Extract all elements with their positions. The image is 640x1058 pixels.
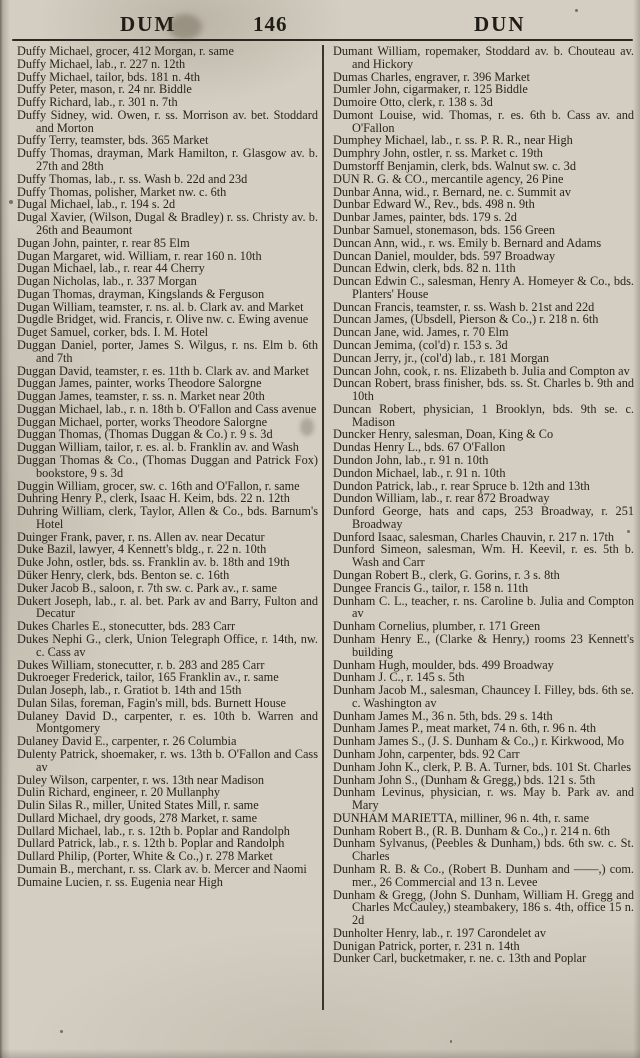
directory-entry: Dumont Louise, wid. Thomas, r. es. 6th b. Cass av. and O'Fallon xyxy=(333,107,634,135)
directory-entry: Duggan Thomas & Co., (Thomas Duggan and Patrick Fox) bookstore, 9 s. 3d xyxy=(17,453,318,480)
directory-entry: DUNHAM MARIETTA, milliner, 96 n. 4th, r. same xyxy=(333,810,590,825)
directory-entry: Dunbar Samuel, stonemason, bds. 156 Green xyxy=(333,222,555,237)
directory-entry: Duggan Michael, lab., r. n. 18th b. O'Fallon and Cass avenue xyxy=(17,401,317,416)
directory-entry: Duget Samuel, corker, bds. I. M. Hotel xyxy=(17,325,209,340)
directory-entry: Duffy Michael, grocer, 412 Morgan, r. same xyxy=(17,44,234,58)
directory-entry: Dunham Robert B., (R. B. Dunham & Co.,) r. 214 n. 6th xyxy=(333,823,611,838)
directory-entry: Duggan Michael, porter, works Theodore Salorgne xyxy=(17,414,268,429)
directory-entry: Dumaine Lucien, r. ss. Eugenia near High xyxy=(17,874,223,889)
directory-entry: Duhring Henry P., clerk, Isaac H. Keim, bds. 22 n. 12th xyxy=(17,491,290,506)
directory-entry: Dundon John, lab., r. 91 n. 10th xyxy=(333,453,489,467)
directory-entry: Dullard Michael, dry goods, 278 Market, r. same xyxy=(17,810,258,825)
paper-speck xyxy=(575,9,578,12)
directory-entry: Dunham & Gregg, (John S. Dunham, William H. Gregg and Charles McCauley,) steambakery, 186 s. 4th, office 15 n. 2d xyxy=(333,887,634,928)
directory-entry: Dunham R. B. & Co., (Robert B. Dunham and ——,) com. mer., 26 Commercial and 13 n. Levee xyxy=(333,862,634,889)
directory-entry: Duncan James, (Ubsdell, Pierson & Co.,) r. 218 n. 6th xyxy=(333,312,599,327)
directory-entry: Dunford Isaac, salesman, Charles Chauvin, r. 217 n. 17th xyxy=(333,529,615,544)
column-divider-rule xyxy=(322,45,324,1010)
directory-entry: Dukes Nephi G., clerk, Union Telegraph Office, r. 14th, nw. c. Cass av xyxy=(17,631,318,659)
directory-entry: Dunigan Patrick, porter, r. 231 n. 14th xyxy=(333,938,520,953)
directory-entry: Dungee Francis G., tailor, r. 158 n. 11th xyxy=(333,580,529,595)
directory-entry: Duncan Edwin C., salesman, Henry A. Homeyer & Co., bds. Planters' House xyxy=(333,274,634,301)
directory-entry: Dundas Henry L., bds. 67 O'Fallon xyxy=(333,440,506,455)
directory-entry: Dunham Levinus, physician, r. ws. May b. Park av. and Mary xyxy=(333,785,634,813)
directory-entry: Duncan Jemima, (col'd) r. 153 s. 3d xyxy=(333,337,508,352)
directory-entry: Duggan James, painter, works Theodore Salorgne xyxy=(17,376,262,391)
directory-entry: Dunbar Edward W., Rev., bds. 498 n. 9th xyxy=(333,197,535,212)
directory-entry: Duker Jacob B., saloon, r. 7th sw. c. Park av., r. same xyxy=(17,580,278,595)
header-right-guideword: DUN xyxy=(474,12,526,36)
directory-entry: Duggan William, tailor, r. es. al. b. Franklin av. and Wash xyxy=(17,440,299,455)
directory-entry: Dulaney David D., carpenter, r. es. 10th b. Warren and Montgomery xyxy=(17,708,318,736)
paper-speck xyxy=(450,1040,452,1043)
directory-entry: Dumstorff Benjamin, clerk, bds. Walnut sw. c. 3d xyxy=(333,159,576,174)
directory-entry: Dullard Michael, lab., r. s. 12th b. Poplar and Randolph xyxy=(17,823,290,838)
directory-entry: Duffy Richard, lab., r. 301 n. 7th xyxy=(17,95,178,110)
directory-entry: Duncan Robert, brass finisher, bds. ss. St. Charles b. 9th and 10th xyxy=(333,376,634,404)
directory-entry: Dugal Xavier, (Wilson, Dugal & Bradley) r. ss. Christy av. b. 26th and Beaumont xyxy=(17,210,318,237)
directory-entry: Dumler John, cigarmaker, r. 125 Biddle xyxy=(333,82,528,97)
directory-entry: Dunham Jacob M., salesman, Chauncey I. Filley, bds. 6th se. c. Washington av xyxy=(333,683,634,710)
directory-entry: Duncan Robert, physician, 1 Brooklyn, bds. 9th se. c. Madison xyxy=(333,401,634,429)
directory-entry: Duncan Francis, teamster, r. ss. Wash b. 21st and 22d xyxy=(333,299,595,314)
directory-entry: Dumas Charles, engraver, r. 396 Market xyxy=(333,69,530,84)
directory-entry: Duffy Thomas, lab., r. ss. Wash b. 22d and 23d xyxy=(17,171,248,186)
directory-column-left xyxy=(17,45,318,889)
directory-entry: Duffy Michael, lab., r. 227 n. 12th xyxy=(17,56,186,71)
directory-entry: Dugan William, teamster, r. ns. al. b. Clark av. and Market xyxy=(17,299,304,314)
directory-entry: Dunham Cornelius, plumber, r. 171 Green xyxy=(333,619,541,634)
directory-entry: Duke Bazil, lawyer, 4 Kennett's bldg., r. 22 n. 10th xyxy=(17,542,267,557)
directory-entry: Duncan Ann, wid., r. ws. Emily b. Bernard and Adams xyxy=(333,235,602,250)
directory-entry: Duncan John, cook, r. ns. Elizabeth b. Julia and Compton av xyxy=(333,363,630,378)
directory-entry: Dumoire Otto, clerk, r. 138 s. 3d xyxy=(333,95,493,110)
directory-entry: Dumain B., merchant, r. ss. Clark av. b. Mercer and Naomi xyxy=(17,862,307,876)
directory-entry: Dundon William, lab., r. rear 872 Broadway xyxy=(333,491,550,506)
directory-entry: Dullard Patrick, lab., r. s. 12th b. Poplar and Randolph xyxy=(17,836,285,851)
directory-entry: Dugdle Bridget, wid. Francis, r. Olive nw. c. Ewing avenue xyxy=(17,312,309,327)
directory-entry: Duggan James, teamster, r. ss. n. Market near 20th xyxy=(17,389,265,404)
directory-entry: Duggan David, teamster, r. es. 11th b. Clark av. and Market xyxy=(17,363,309,378)
directory-entry: Duggan Daniel, porter, James S. Wilgus, r. ns. Elm b. 6th and 7th xyxy=(17,337,318,365)
directory-entry: Duinger Frank, paver, r. ns. Allen av. near Decatur xyxy=(17,529,265,544)
directory-entry: Dugan Thomas, drayman, Kingslands & Ferguson xyxy=(17,286,265,301)
directory-entry: Dulan Silas, foreman, Fagin's mill, bds. Burnett House xyxy=(17,695,286,710)
directory-entry: Duke John, ostler, bds. ss. Franklin av. b. 18th and 19th xyxy=(17,555,290,570)
directory-entry: Dumphey Michael, lab., r. ss. P. R. R., near High xyxy=(333,133,573,148)
directory-entry: Duffy Thomas, polisher, Market nw. c. 6th xyxy=(17,184,227,199)
directory-entry: Düker Henry, clerk, bds. Benton se. c. 16th xyxy=(17,568,230,583)
directory-entry: Dulin Silas R., miller, United States Mill, r. same xyxy=(17,798,259,813)
directory-entry: Dulin Richard, engineer, r. 20 Mullanphy xyxy=(17,785,221,800)
directory-entry: Duffy Sidney, wid. Owen, r. ss. Morrison av. bet. Stoddard and Morton xyxy=(17,107,318,135)
directory-entry: Dumant William, ropemaker, Stoddard av. b. Chouteau av. and Hickory xyxy=(333,44,634,71)
directory-entry: Dunford George, hats and caps, 253 Broadway, r. 251 Broadway xyxy=(333,504,634,531)
directory-entry: Dukert Joseph, lab., r. al. bet. Park av and Barry, Fulton and Decatur xyxy=(17,593,318,621)
directory-entry: DUN R. G. & CO., mercantile agency, 26 Pine xyxy=(333,171,564,186)
header-left-guideword: DUM xyxy=(120,12,177,36)
directory-entry: Dunham Sylvanus, (Peebles & Dunham,) bds. 6th sw. c. St. Charles xyxy=(333,836,634,864)
directory-entry: Dunbar Anna, wid., r. Bernard, ne. c. Summit av xyxy=(333,184,572,199)
directory-entry: Dullard Philip, (Porter, White & Co.,) r. 278 Market xyxy=(17,849,273,864)
directory-entry: Dugal Michael, lab., r. 194 s. 2d xyxy=(17,197,176,212)
directory-entry: Dugan Margaret, wid. William, r. rear 160 n. 10th xyxy=(17,248,262,263)
paper-speck xyxy=(60,1030,63,1033)
directory-entry: Dunholter Henry, lab., r. 197 Carondelet av xyxy=(333,925,546,940)
directory-entry: Dunham John, carpenter, bds. 92 Carr xyxy=(333,746,520,761)
directory-entry: Duffy Michael, tailor, bds. 181 n. 4th xyxy=(17,69,201,84)
directory-entry: Duncker Henry, salesman, Doan, King & Co xyxy=(333,427,554,442)
directory-entry: Duffy Peter, mason, r. 24 nr. Biddle xyxy=(17,82,192,97)
directory-entry: Dunham John S., (Dunham & Gregg,) bds. 121 s. 5th xyxy=(333,772,596,787)
directory-entry: Dukroeger Frederick, tailor, 165 Franklin av., r. same xyxy=(17,670,279,685)
directory-column-right xyxy=(333,45,634,965)
header-rule xyxy=(12,39,633,41)
directory-entry: Dunford Simeon, salesman, Wm. H. Keevil, r. es. 5th b. Wash and Carr xyxy=(333,542,634,570)
directory-entry: Dunham C. L., teacher, r. ns. Caroline b. Julia and Compton av xyxy=(333,593,634,621)
directory-entry: Dunham Hugh, moulder, bds. 499 Broadway xyxy=(333,657,554,672)
directory-entry: Dunham James P., meat market, 74 n. 6th, r. 96 n. 4th xyxy=(333,721,596,736)
directory-entry: Duffy Terry, teamster, bds. 365 Market xyxy=(17,133,209,148)
directory-entry: Dundon Michael, lab., r. 91 n. 10th xyxy=(333,465,506,480)
directory-entry: Dundon Patrick, lab., r. rear Spruce b. 12th and 13th xyxy=(333,478,590,493)
directory-entry: Dunham J. C., r. 145 s. 5th xyxy=(333,670,465,685)
page-number: 146 xyxy=(253,12,288,36)
directory-entry: Duncan Jane, wid. James, r. 70 Elm xyxy=(333,325,509,340)
directory-entry: Dugan John, painter, r. rear 85 Elm xyxy=(17,235,190,250)
directory-entry: Dunham James S., (J. S. Dunham & Co.,) r. Kirkwood, Mo xyxy=(333,734,625,749)
directory-entry: Dunker Carl, bucketmaker, r. ne. c. 13th and Poplar xyxy=(333,951,587,966)
directory-entry: Dunham Henry E., (Clarke & Henry,) rooms 23 Kennett's building xyxy=(333,631,634,659)
directory-entry: Dungan Robert B., clerk, G. Gorins, r. 3 s. 8th xyxy=(333,568,560,583)
directory-entry: Dugan Nicholas, lab., r. 337 Morgan xyxy=(17,274,197,289)
directory-entry: Duggan Thomas, (Thomas Duggan & Co.) r. 9 s. 3d xyxy=(17,427,273,442)
directory-entry: Duncan Daniel, moulder, bds. 597 Broadway xyxy=(333,248,556,263)
directory-entry: Dulenty Patrick, shoemaker, r. ws. 13th b. O'Fallon and Cass av xyxy=(17,746,318,774)
directory-entry: Dunham James M., 36 n. 5th, bds. 29 s. 14th xyxy=(333,708,553,723)
directory-entry: Duffy Thomas, drayman, Mark Hamilton, r. Glasgow av. b. 27th and 28th xyxy=(17,146,318,174)
directory-entry: Dunbar James, painter, bds. 179 s. 2d xyxy=(333,210,517,225)
directory-entry: Dukes William, stonecutter, r. b. 283 and 285 Carr xyxy=(17,657,265,672)
directory-entry: Duncan Edwin, clerk, bds. 82 n. 11th xyxy=(333,261,516,276)
directory-entry: Dugan Michael, lab., r. rear 44 Cherry xyxy=(17,261,205,276)
directory-entry: Dukes Charles E., stonecutter, bds. 283 Carr xyxy=(17,619,236,634)
directory-entry: Duley Wilson, carpenter, r. ws. 13th near Madison xyxy=(17,772,265,787)
directory-entry: Dulaney David E., carpenter, r. 26 Columbia xyxy=(17,734,237,749)
paper-speck xyxy=(9,200,13,204)
directory-entry: Duhring William, clerk, Taylor, Allen & Co., bds. Barnum's Hotel xyxy=(17,504,318,531)
directory-entry: Dunham John K., clerk, P. B. A. Turner, bds. 101 St. Charles xyxy=(333,759,632,774)
directory-entry: Dumphry John, ostler, r. ss. Market c. 19th xyxy=(333,146,543,161)
directory-entry: Dulan Joseph, lab., r. Gratiot b. 14th and 15th xyxy=(17,683,242,698)
directory-entry: Duncan Jerry, jr., (col'd) lab., r. 181 Morgan xyxy=(333,350,549,365)
directory-entry: Duggin William, grocer, sw. c. 16th and O'Fallon, r. same xyxy=(17,478,300,493)
